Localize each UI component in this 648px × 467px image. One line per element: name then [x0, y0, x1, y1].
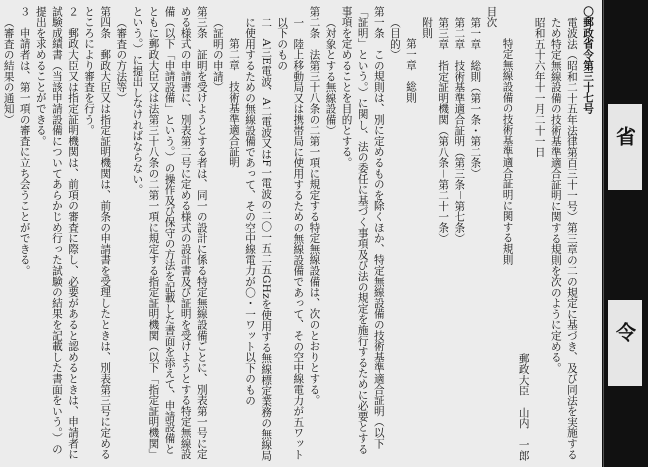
article-4-paragraph-2: ２ 郵政大臣又は指定証明機関は、前項の審査に際し、必要があると認めるときは、申請者に試験成績書（当該申請設備についてあらかじめ行った試験の結果を記載した書面をいう。）の提出を求めることができる。: [34, 6, 79, 460]
article-4: 第四条 郵政大臣又は指定証明機関は、前条の申請書を受理したときは、別表第三号に定めるところにより審査を行う。: [83, 6, 112, 460]
article-5: [0, 6, 1, 461]
article-3-heading: （証明の申請）: [211, 16, 224, 93]
chapter-2-heading: 第二章 技術基準適合証明: [227, 37, 240, 168]
article-5-heading: （審査の結果の通知）: [2, 16, 15, 125]
header-divider: [603, 0, 604, 467]
toc-item: 第三章 指定証明機関（第八条－第二十一条）: [437, 16, 450, 244]
toc-item: 第一章 総則（第一条・第二条）: [469, 16, 482, 179]
enactment-date: 昭和五十六年十一月二十一日: [533, 16, 546, 157]
banner-char-1: 省: [608, 104, 642, 190]
article-4-paragraph-3: ３ 申請者は、第一項の審査に立ち会うことができる。: [18, 6, 31, 276]
article-1: 第一条 この規則は、別に定めるものを除くほか、特定無線設備の技術基準適合証明（以下「証明」という。）に関し、法の委任に基づく事項及び法の規定を施行するために必要とする事項を定めることを目的とする。: [340, 6, 385, 455]
article-2-heading: （対象とする無線設備）: [324, 16, 337, 136]
article-2-item-2: 二 A三E電波、A二電波又はF一電波の二〇一五二五GHzを使用する無線標定業務の無線局に使用するための無線設備であって、その空中線電力が〇・一ワット以下のもの: [244, 16, 273, 461]
header-band: [602, 0, 648, 467]
ordinance-text: [2, 6, 596, 461]
article-4-heading: （審査の方法等）: [115, 16, 128, 103]
chapter-1-heading: 第一章 総則: [404, 37, 417, 103]
regulation-title: 特定無線設備の技術基準適合証明に関する規則: [501, 37, 514, 265]
preamble: 電波法（昭和二十五年法律第百三十一号）第三章の二の規定に基づき、及び同法を実施するため特定無線設備の技術基準適合証明に関する規則を次のように定める。: [549, 16, 578, 460]
article-1-heading: （目的）: [388, 16, 401, 60]
signature: 郵政大臣 山内 一郎: [517, 353, 530, 461]
toc-item: 附則: [421, 16, 434, 39]
article-3: 第三条 証明を受けようとする者は、同一の設計に係る特定無線設備ごとに、別表第一号に定める様式の申請書に、別表第二号に定める様式の設計書及び証明を受けようとする特定無線設備（以下「申請設備」という。）の操作及び保守の方法を記載した書面を添えて、申請設備とともに郵政大臣又は法第三十八条の二第一項に規定する指定証明機関（以下「指定証明機関」という。）に提出しなければならない。: [131, 6, 208, 460]
article-2: 第二条 法第三十八条の二第一項に規定する特定無線設備は、次のとおりとする。: [308, 6, 321, 406]
article-2-item-1: 一 陸上移動局又は携帯局に使用するための無線設備であって、その空中線電力が五ワット以下のもの: [276, 16, 305, 460]
toc-heading: 目次: [485, 6, 498, 28]
toc-item: 第二章 技術基準適合証明（第三条－第七条）: [453, 16, 466, 244]
banner-char-2: 令: [608, 300, 642, 386]
ordinance-number: 〇郵政省令第三十七号: [582, 6, 594, 114]
